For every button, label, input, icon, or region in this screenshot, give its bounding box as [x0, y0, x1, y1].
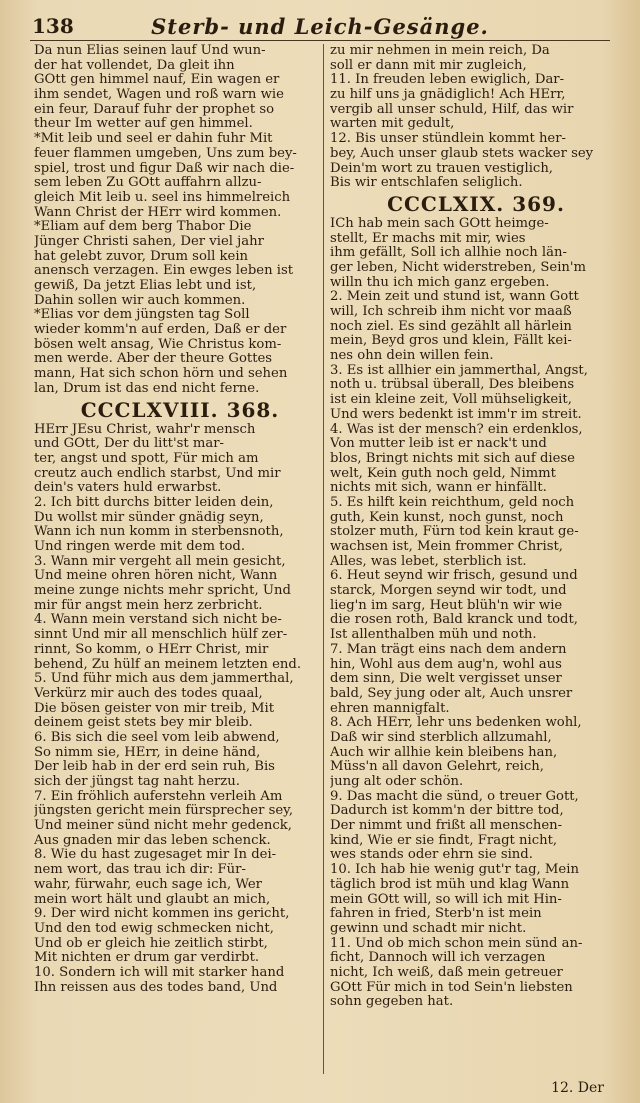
- right-column: [330, 44, 622, 1010]
- page-header: [30, 14, 610, 41]
- text-line: bald, Sey jung oder alt, Auch unsrer: [330, 685, 573, 701]
- text-line: Wann Christ der HErr wird kommen.: [34, 204, 282, 220]
- text-line: 4. Wann mein verstand sich nicht be-: [34, 612, 282, 628]
- text-line: Müss'n all davon Gelehrt, reich,: [330, 759, 544, 775]
- text-line: 8. Ach HErr, lehr uns bedenken wohl,: [330, 715, 582, 731]
- text-line: 9. Der wird nicht kommen ins gericht,: [34, 906, 290, 922]
- text-line: rinnt, So komm, o HErr Christ, mir: [34, 641, 269, 657]
- text-line: Aus gnaden mir das leben schenck.: [34, 832, 271, 848]
- text-line: Und ringen werde mit dem tod.: [34, 539, 246, 554]
- hymn-368-continuation: [330, 44, 622, 191]
- text-line: Von mutter leib ist er nack't und: [330, 436, 547, 452]
- text-line: zu hilf uns ja gnädiglich! Ach HErr,: [330, 87, 566, 103]
- hymn-heading-368: CCCLXVIII. 368.: [80, 397, 280, 422]
- text-line: lieg'n im sarg, Heut blüh'n wir wie: [330, 597, 563, 613]
- text-line: Du wollst mir sünder gnädig seyn,: [34, 509, 264, 525]
- text-line: Der leib hab in der erd sein ruh, Bis: [34, 759, 275, 775]
- text-line: 6. Bis sich die seel vom leib abwend,: [34, 729, 280, 745]
- text-line: *Eliam auf dem berg Thabor Die: [34, 219, 252, 235]
- text-line: gewinn und schadt mir nicht.: [330, 920, 527, 936]
- text-line: GOtt gen himmel nauf, Ein wagen er: [34, 72, 280, 88]
- catchword: 12. Der: [551, 1080, 604, 1096]
- text-line: guth, Kein kunst, noch gunst, noch: [330, 509, 564, 525]
- hymn-369-text: [330, 217, 622, 1010]
- text-line: mein GOtt will, so will ich mit Hin-: [330, 891, 562, 907]
- text-line: welt, Kein guth noch geld, Nimmt: [330, 465, 556, 481]
- text-line: Die bösen geister von mir treib, Mit: [34, 700, 275, 716]
- text-line: dein's vaters huld erwarbst.: [34, 480, 222, 496]
- text-line: wieder komm'n auf erden, Daß er der: [34, 322, 287, 338]
- text-line: Wann ich nun komm in sterbensnoth,: [34, 524, 284, 540]
- text-line: nichts mit sich, wann er hinfällt.: [330, 480, 547, 496]
- text-line: ihm sendet, Wagen und roß warn wie: [34, 87, 284, 103]
- text-line: Und den tod ewig schmecken nicht,: [34, 920, 274, 936]
- text-line: Verkürz mir auch des todes quaal,: [34, 685, 263, 701]
- column-divider: [323, 44, 324, 1074]
- text-line: Und meiner sünd nicht mehr gedenck,: [34, 818, 292, 834]
- text-line: deinem geist stets bey mir bleib.: [34, 715, 253, 731]
- text-line: sinnt Und mir all menschlich hülf zer-: [34, 627, 288, 643]
- text-line: nem wort, das trau ich dir: Für-: [34, 862, 246, 878]
- text-line: men werde. Aber der theure Gottes: [34, 351, 273, 367]
- text-line: hat gelebt zuvor, Drum soll kein: [34, 248, 249, 264]
- text-line: täglich brod ist müh und klag Wann: [330, 876, 570, 892]
- text-line: ihm gefällt, Soll ich allhie noch län-: [330, 245, 567, 261]
- text-line: Alles, was lebet, sterblich ist.: [330, 553, 527, 569]
- text-line: Ist allenthalben müh und noth.: [330, 627, 537, 643]
- text-line: Bis wir entschlafen seliglich.: [330, 175, 523, 191]
- text-line: 10. Sondern ich will mit starker hand: [34, 964, 285, 980]
- page-number: 138: [32, 14, 74, 38]
- text-line: *Mit leib und seel er dahin fuhr Mit: [34, 131, 273, 147]
- text-line: sem leben Zu GOtt auffahrn allzu-: [34, 175, 262, 191]
- text-line: So nimm sie, HErr, in deine händ,: [34, 744, 261, 760]
- text-line: ficht, Dannoch will ich verzagen: [330, 950, 546, 966]
- text-line: Daß wir sind sterblich allzumahl,: [330, 729, 552, 745]
- text-line: bösen welt ansag, Wie Christus kom-: [34, 336, 282, 352]
- text-line: spiel, trost und figur Daß wir nach die-: [34, 160, 295, 176]
- text-line: Und meine ohren hören nicht, Wann: [34, 568, 278, 584]
- text-line: 11. Und ob mich schon mein sünd an-: [330, 935, 583, 951]
- text-line: 7. Ein fröhlich auferstehn verleih Am: [34, 788, 283, 804]
- text-line: jüngsten gericht mein fürsprecher sey,: [34, 803, 294, 819]
- text-line: nicht, Ich weiß, daß mein getreuer: [330, 964, 563, 980]
- text-line: ter, angst und spott, Für mich am: [34, 450, 259, 466]
- text-line: der hat vollendet, Da gleit ihn: [34, 57, 235, 73]
- text-line: 11. In freuden leben ewiglich, Dar-: [330, 72, 565, 88]
- left-column: [34, 44, 326, 995]
- text-line: warten mit gedult,: [330, 116, 455, 132]
- text-line: gewiß, Da jetzt Elias lebt und ist,: [34, 278, 257, 293]
- text-line: 3. Wann mir vergeht all mein gesicht,: [34, 553, 286, 569]
- hymn-368-text: [34, 423, 326, 996]
- text-line: Jünger Christi sahen, Der viel jahr: [34, 233, 264, 249]
- text-line: stellt, Er machs mit mir, wies: [330, 230, 526, 246]
- text-line: 6. Heut seynd wir frisch, gesund und: [330, 568, 578, 584]
- hymn-367-continuation: [34, 44, 326, 397]
- text-line: die rosen roth, Bald kranck und todt,: [330, 612, 578, 628]
- text-line: 3. Es ist allhier ein jammerthal, Angst,: [330, 362, 588, 378]
- text-line: mir für angst mein herz zerbricht.: [34, 597, 263, 613]
- text-line: ehren mannigfalt.: [330, 700, 450, 716]
- text-line: vergib all unser schuld, Hilf, das wir: [330, 101, 574, 117]
- text-line: dem sinn, Die welt vergisset unser: [330, 671, 562, 687]
- text-line: Dadurch ist komm'n der bittre tod,: [330, 803, 564, 819]
- text-line: feuer flammen umgeben, Uns zum bey-: [34, 145, 297, 161]
- running-title: Sterb- und Leich-Gesänge.: [151, 14, 489, 39]
- text-line: bey, Auch unser glaub stets wacker sey: [330, 145, 594, 161]
- text-line: GOtt Für mich in tod Sein'n liebsten: [330, 979, 573, 995]
- text-line: hin, Wohl aus dem aug'n, wohl aus: [330, 656, 562, 672]
- text-line: wachsen ist, Mein frommer Christ,: [330, 539, 563, 554]
- text-line: zu mir nehmen in mein reich, Da: [330, 44, 550, 58]
- text-line: anensch verzagen. Ein ewges leben ist: [34, 263, 294, 279]
- text-line: 2. Ich bitt durchs bitter leiden dein,: [34, 494, 274, 510]
- text-line: mein wort hält und glaubt an mich,: [34, 891, 271, 907]
- text-line: ein feur, Darauf fuhr der prophet so: [34, 101, 275, 117]
- text-line: 7. Man trägt eins nach dem andern: [330, 641, 567, 657]
- text-line: 5. Es hilft kein reichthum, geld noch: [330, 494, 575, 510]
- text-line: lan, Drum ist das end nicht ferne.: [34, 380, 260, 396]
- text-line: Auch wir allhie kein bleibens han,: [330, 744, 558, 760]
- text-line: wes stands oder ehrn sie sind.: [330, 847, 533, 863]
- text-line: starck, Morgen seynd wir todt, und: [330, 583, 567, 599]
- text-line: noth u. trübsal überall, Des bleibens: [330, 377, 575, 393]
- text-line: behend, Zu hülf an meinem letzten end.: [34, 656, 302, 672]
- text-line: HErr JEsu Christ, wahr'r mensch: [34, 421, 256, 437]
- text-line: will, Ich schreib ihm nicht vor maaß: [330, 304, 572, 319]
- text-line: stolzer muth, Fürn tod kein kraut ge-: [330, 524, 579, 540]
- text-line: fahren in fried, Sterb'n ist mein: [330, 906, 542, 922]
- text-line: *Elias vor dem jüngsten tag Soll: [34, 307, 250, 323]
- text-line: 4. Was ist der mensch? ein erdenklos,: [330, 421, 583, 437]
- text-line: willn thu ich mich ganz ergeben.: [330, 274, 550, 290]
- text-line: 10. Ich hab hie wenig gut'r tag, Mein: [330, 862, 579, 878]
- text-line: Dein'm wort zu trauen vestiglich,: [330, 160, 554, 176]
- text-line: soll er dann mit mir zugleich,: [330, 57, 527, 73]
- text-line: mann, Hat sich schon hörn und sehen: [34, 366, 288, 382]
- text-line: sohn gegeben hat.: [330, 994, 454, 1010]
- text-line: mein, Beyd gros und klein, Fällt kei-: [330, 333, 572, 349]
- text-line: 2. Mein zeit und stund ist, wann Gott: [330, 289, 579, 305]
- text-line: wahr, fürwahr, euch sage ich, Wer: [34, 876, 262, 892]
- text-line: jung alt oder schön.: [330, 774, 464, 789]
- text-line: Und ob er gleich hie zeitlich stirbt,: [34, 935, 268, 951]
- text-line: meine zunge nichts mehr spricht, Und: [34, 583, 291, 599]
- text-line: ger leben, Nicht widerstreben, Sein'm: [330, 259, 587, 275]
- text-line: Und wers bedenkt ist imm'r im streit.: [330, 406, 582, 422]
- text-line: nes ohn dein willen fein.: [330, 348, 494, 364]
- text-line: gleich Mit leib u. seel ins himmelreich: [34, 189, 291, 205]
- text-line: und GOtt, Der du litt'st mar-: [34, 436, 224, 452]
- text-line: 12. Bis unser stündlein kommt her-: [330, 131, 566, 147]
- text-line: Da nun Elias seinen lauf Und wun-: [34, 44, 266, 58]
- text-line: 8. Wie du hast zugesaget mir In dei-: [34, 847, 277, 863]
- text-line: theur Im wetter auf gen himmel.: [34, 116, 253, 132]
- text-line: Dahin sollen wir auch kommen.: [34, 292, 246, 308]
- text-line: Mit nichten er drum gar verdirbt.: [34, 950, 260, 966]
- text-line: creutz auch endlich starbst, Und mir: [34, 465, 281, 481]
- text-line: Der nimmt und frißt all menschen-: [330, 818, 563, 834]
- text-line: kind, Wie er sie findt, Fragt nicht,: [330, 832, 558, 848]
- text-line: ICh hab mein sach GOtt heimge-: [330, 215, 549, 231]
- text-line: 5. Und führ mich aus dem jammerthal,: [34, 671, 294, 687]
- text-line: sich der jüngst tag naht herzu.: [34, 774, 240, 789]
- hymn-heading-369: CCCLXIX. 369.: [387, 191, 565, 216]
- text-line: Ihn reissen aus des todes band, Und: [34, 979, 278, 995]
- text-line: ist ein kleine zeit, Voll mühseligkeit,: [330, 392, 572, 408]
- text-line: noch ziel. Es sind gezählt all härlein: [330, 318, 572, 334]
- text-line: blos, Bringt nichts mit sich auf diese: [330, 450, 575, 466]
- text-line: 9. Das macht die sünd, o treuer Gott,: [330, 788, 579, 804]
